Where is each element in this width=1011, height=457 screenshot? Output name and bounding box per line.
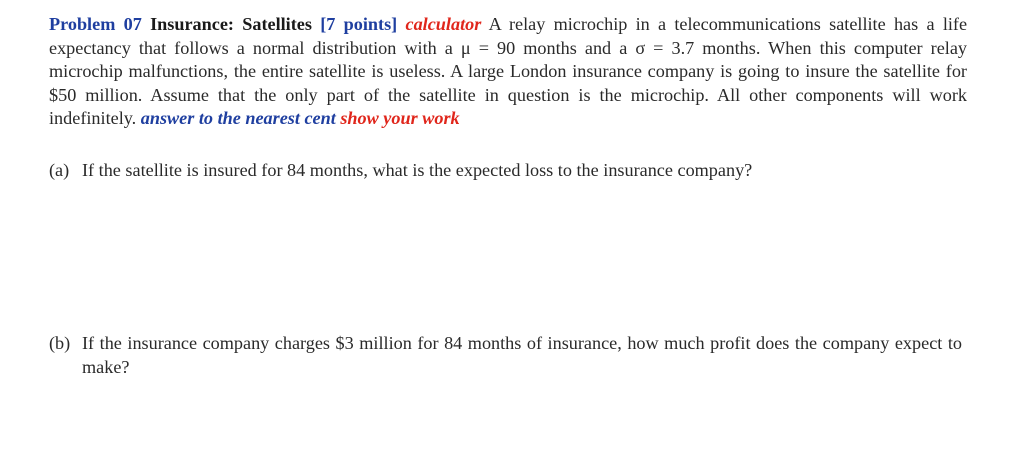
problem-points: [7 points] — [320, 14, 398, 34]
problem-title: Insurance: Satellites — [150, 14, 312, 34]
part-b-question: If the insurance company charges $3 million for 84 months of insurance, how much profit does the company expect to make? — [82, 333, 962, 377]
part-a-question: If the satellite is insured for 84 months, what is the expected loss to the insurance company? — [82, 160, 753, 180]
question-part-b — [49, 332, 967, 379]
calculator-note: calculator — [405, 14, 482, 34]
question-part-a — [49, 159, 967, 183]
answer-instruction: answer to the nearest cent — [140, 108, 336, 129]
problem-number: Problem 07 — [49, 14, 142, 34]
document — [49, 13, 968, 377]
problem-statement — [49, 13, 967, 131]
problem-body: A relay microchip in a telecommunications satellite has a life expectancy that follows a normal distribution with a μ = 90 months and a σ = 3.7 months. When this computer relay microchip malfunctions, the entire satellite is useless. A large London insurance company is going to insure the satellite for $50 million. Assume that the only part of the satellite in question is the microchip. All other components will work indefinitely. — [49, 14, 968, 129]
part-a-label: (a) — [49, 160, 70, 180]
part-b-label: (b) — [49, 333, 71, 353]
work-instruction: show your work — [340, 108, 460, 129]
